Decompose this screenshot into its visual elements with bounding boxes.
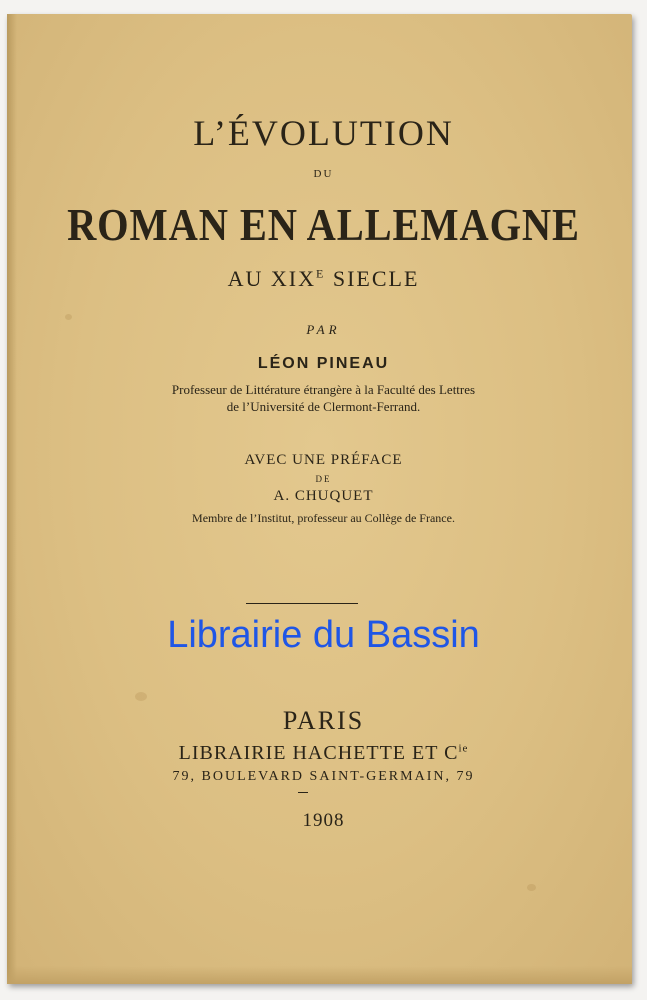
by-label: PAR: [306, 322, 341, 337]
paper-stain: [135, 692, 147, 701]
publisher-superscript: ie: [458, 742, 469, 755]
book-title-du: DU: [313, 168, 334, 180]
publisher-name: [0, 742, 647, 765]
preface-label: AVEC UNE PRÉFACE: [244, 452, 403, 468]
century-suffix: SIECLE: [325, 266, 420, 291]
author-name: LÉON PINEAU: [257, 355, 390, 372]
publication-year: 1908: [302, 810, 345, 831]
seller-watermark: Librairie du Bassin: [167, 614, 480, 656]
author-role-line-2: de l’Université de Clermont-Ferrand.: [226, 399, 421, 414]
preface-author-role: Membre de l’Institut, professeur au Collège de France.: [192, 511, 455, 525]
publisher-address: 79, BOULEVARD SAINT-GERMAIN, 79: [172, 769, 475, 784]
paper-stain: [65, 314, 72, 320]
paper-stain: [527, 884, 536, 891]
century-prefix: AU XIX: [227, 266, 316, 291]
ornament-mark: [298, 792, 308, 793]
cover-bottom-edge: [7, 966, 632, 984]
book-subtitle: [0, 266, 647, 292]
publisher-main: LIBRAIRIE HACHETTE ET C: [178, 742, 459, 764]
preface-author: A. CHUQUET: [273, 488, 374, 504]
publication-city: PARIS: [282, 706, 365, 735]
book-title-line-2: ROMAN EN ALLEMAGNE: [67, 199, 580, 250]
preface-de: DE: [315, 474, 332, 484]
author-role-line-1: Professeur de Littérature étrangère à la Faculté des Lettres: [171, 382, 476, 397]
book-title-line-1: L’ÉVOLUTION: [193, 113, 454, 153]
divider-rule: [246, 603, 358, 604]
century-superscript: E: [315, 266, 326, 281]
